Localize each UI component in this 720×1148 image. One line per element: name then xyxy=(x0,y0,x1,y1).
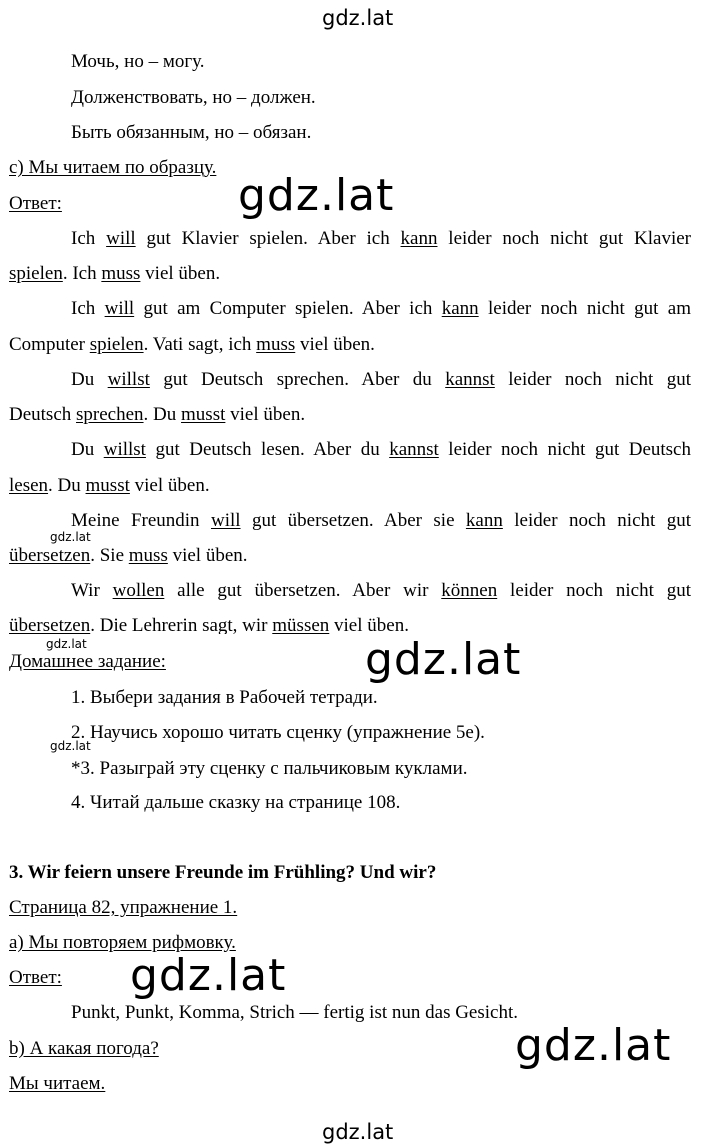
paragraph-3-line-1: Du willst gut Deutsch sprechen. Aber du kannst leider noch nicht gut xyxy=(71,369,691,390)
watermark-small: gdz.lat xyxy=(50,530,91,544)
watermark-big: gdz.lat xyxy=(130,950,287,1001)
watermark-big: gdz.lat xyxy=(515,1020,672,1071)
task-b-heading: b) А какая погода? xyxy=(9,1038,159,1059)
homework-label: Домашнее задание: xyxy=(9,651,166,672)
rhyme-line: Punkt, Punkt, Komma, Strich — fertig ist nun das Gesicht. xyxy=(71,1002,519,1023)
paragraph-3-line-2: Deutsch sprechen. Du musst viel üben. xyxy=(9,404,306,425)
homework-item: 1. Выбери задания в Рабочей тетради. xyxy=(71,687,378,708)
paragraph-5-line-1: Meine Freundin will gut übersetzen. Aber sie kann leider noch nicht gut xyxy=(71,510,691,531)
paragraph-2-line-2: Computer spielen. Vati sagt, ich muss viel üben. xyxy=(9,334,375,355)
paragraph-1-line-2: spielen. Ich muss viel üben. xyxy=(9,263,221,284)
we-read-label: Мы читаем. xyxy=(9,1073,106,1094)
watermark-big: gdz.lat xyxy=(238,170,395,221)
paragraph-4-line-2: lesen. Du musst viel üben. xyxy=(9,475,210,496)
homework-item: *3. Разыграй эту сценку с пальчиковым куклами. xyxy=(71,758,468,779)
homework-item: 4. Читай дальше сказку на странице 108. xyxy=(71,792,401,813)
page-reference: Страница 82, упражнение 1. xyxy=(9,897,238,918)
task-a-heading: a) Мы повторяем рифмовку. xyxy=(9,932,236,953)
answer-label: Ответ: xyxy=(9,193,62,214)
intro-line: Быть обязанным, но – обязан. xyxy=(71,122,312,143)
paragraph-2-line-1: Ich will gut am Computer spielen. Aber ich kann leider noch nicht gut am xyxy=(71,298,691,319)
intro-line: Мочь, но – могу. xyxy=(71,51,205,72)
section-title: 3. Wir feiern unsere Freunde im Frühling? Und wir? xyxy=(9,862,437,883)
watermark-bottom: gdz.lat xyxy=(322,1120,394,1144)
homework-item: 2. Научись хорошо читать сценку (упражнение 5е). xyxy=(71,722,485,743)
paragraph-6-line-2: übersetzen. Die Lehrerin sagt, wir müssen viel üben. xyxy=(9,615,409,634)
paragraph-5-line-2: übersetzen. Sie muss viel üben. xyxy=(9,545,248,566)
watermark-big: gdz.lat xyxy=(365,634,522,685)
intro-line: Долженствовать, но – должен. xyxy=(71,87,316,108)
task-c-heading: c) Мы читаем по образцу. xyxy=(9,157,217,178)
paragraph-1-line-1: Ich will gut Klavier spielen. Aber ich kann leider noch nicht gut Klavier xyxy=(71,228,692,249)
watermark-top: gdz.lat xyxy=(322,6,394,30)
watermark-small: gdz.lat xyxy=(50,739,91,753)
paragraph-4-line-1: Du willst gut Deutsch lesen. Aber du kannst leider noch nicht gut Deutsch xyxy=(71,439,691,460)
watermark-small: gdz.lat xyxy=(46,637,87,651)
answer-label: Ответ: xyxy=(9,967,62,988)
paragraph-6-line-1: Wir wollen alle gut übersetzen. Aber wir können leider noch nicht gut xyxy=(71,580,691,601)
